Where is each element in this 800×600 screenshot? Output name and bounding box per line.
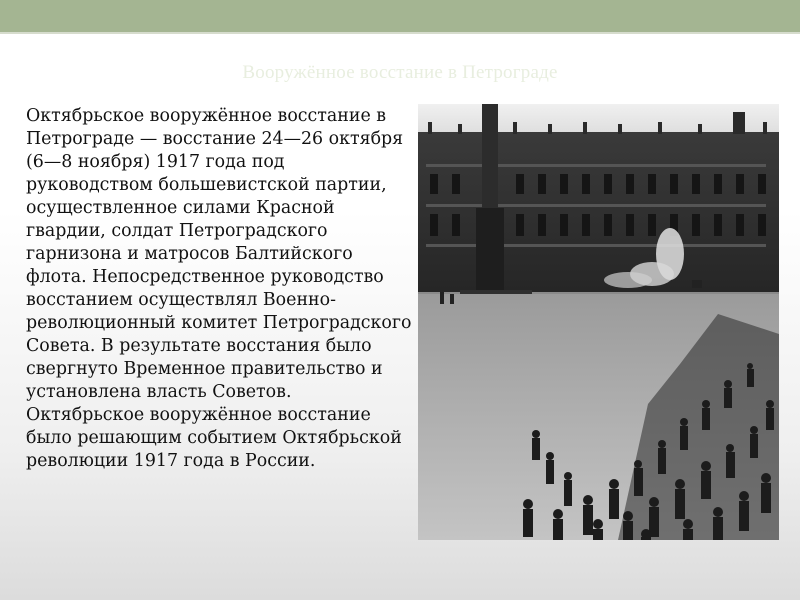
top-divider bbox=[0, 32, 800, 34]
historical-photo bbox=[418, 104, 779, 540]
body-text: Октябрьское вооружённое восстание в Петрограде — восстание 24—26 октября (6—8 ноября) 1917 года под руководством большевистской партии, осуществленное силами Красной гвардии, солдат Петроградского гарнизона и матросов Балтийского флота. Непосредственное руководство восстанием осуществлял Военно-революционный комитет Петроградского Совета. В результате восстания было свергнуто Временное правительство и установлена власть Советов. Октябрьское вооружённое восстание было решающим событием Октябрьской революции 1917 года в России. bbox=[26, 106, 412, 471]
slide-title: Вооружённое восстание в Петрограде bbox=[242, 62, 558, 83]
top-accent-bar bbox=[0, 0, 800, 32]
